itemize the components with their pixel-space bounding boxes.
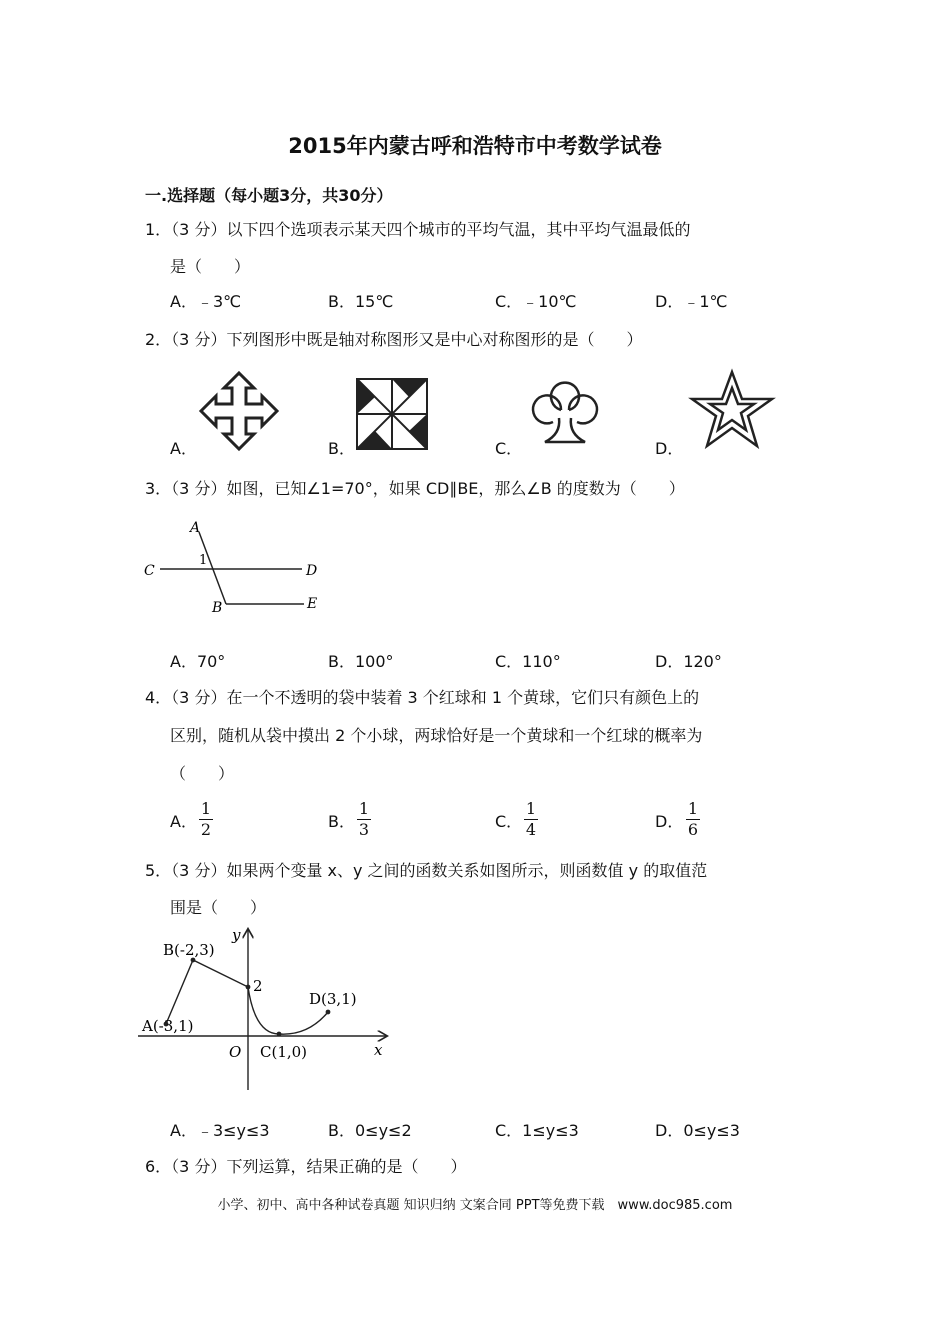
line-ab xyxy=(199,532,226,604)
y-axis-label: y xyxy=(232,926,241,944)
question-5-option-d: D．0≤y≤3 xyxy=(655,1121,740,1140)
label-angle-1: 1 xyxy=(199,553,208,568)
question-5-text-line-2: 围是（ ） xyxy=(170,898,267,917)
fraction-numerator: 1 xyxy=(358,799,370,818)
question-4-option-c-letter: C． xyxy=(495,812,523,831)
question-3-text-line-1: 3．（3 分）如图，已知∠1=70°，如果 CD∥BE，那么∠B 的度数为（ ） xyxy=(145,479,685,498)
question-4-option-c-fraction xyxy=(524,800,538,839)
question-3-option-d: D．120° xyxy=(655,652,722,671)
question-1-option-a: A．﹣3℃ xyxy=(170,292,242,311)
question-2-option-a: A． xyxy=(170,439,197,458)
point-a-label: A(-3,1) xyxy=(142,1017,194,1035)
question-3-option-a: A．70° xyxy=(170,652,226,671)
question-1-text-line-1: 1．（3 分）以下四个选项表示某天四个城市的平均气温，其中平均气温最低的 xyxy=(145,220,691,239)
question-4-option-b-fraction xyxy=(357,800,371,839)
label-a: A xyxy=(190,520,201,536)
fraction-numerator: 1 xyxy=(525,799,537,818)
section-heading: 一.选择题（每小题3分，共30分） xyxy=(145,186,393,205)
point-c-label: C(1,0) xyxy=(260,1043,308,1061)
label-c: C xyxy=(144,563,155,579)
question-5-option-c: C．1≤y≤3 xyxy=(495,1121,579,1140)
question-3-option-c: C．110° xyxy=(495,652,561,671)
fraction-numerator: 1 xyxy=(200,799,212,818)
question-5-text-line-1: 5．（3 分）如果两个变量 x、y 之间的函数关系如图所示，则函数值 y 的取值范 xyxy=(145,861,708,880)
question-5-function-graph xyxy=(138,924,398,1094)
question-5-option-b: B．0≤y≤2 xyxy=(328,1121,412,1140)
club-icon xyxy=(527,376,603,446)
question-4-text-line-1: 4．（3 分）在一个不透明的袋中装着 3 个红球和 1 个黄球，它们只有颜色上的 xyxy=(145,688,700,707)
page-footer: 小学、初中、高中各种试卷真题 知识归纳 文案合同 PPT等免费下载 www.doc985.com xyxy=(217,1198,733,1213)
question-3-figure xyxy=(140,512,330,617)
question-2-option-c: C． xyxy=(495,439,523,458)
page-title: 2015年内蒙古呼和浩特市中考数学试卷 xyxy=(288,134,662,158)
fraction-denominator: 2 xyxy=(200,820,212,839)
question-2-option-b: B． xyxy=(328,439,355,458)
point-d-label: D(3,1) xyxy=(309,990,357,1008)
four-arrow-cross-icon xyxy=(197,370,281,452)
question-4-option-a-fraction xyxy=(199,800,213,839)
question-2-text-line-1: 2．（3 分）下列图形中既是轴对称图形又是中心对称图形的是（ ） xyxy=(145,330,643,349)
question-1-text-line-2: 是（ ） xyxy=(170,257,251,276)
question-4-option-b-letter: B． xyxy=(328,812,355,831)
pinwheel-icon xyxy=(355,377,429,451)
y-intercept-label: 2 xyxy=(253,977,263,995)
label-b: B xyxy=(212,600,223,616)
question-4-option-d-fraction xyxy=(686,800,700,839)
question-1-option-c: C．﹣10℃ xyxy=(495,292,577,311)
x-axis-label: x xyxy=(374,1041,383,1059)
question-4-option-d-letter: D． xyxy=(655,812,684,831)
segment-abbr xyxy=(166,960,248,1024)
fraction-denominator: 3 xyxy=(358,820,370,839)
question-1-option-b: B．15℃ xyxy=(328,292,394,311)
question-4-text-line-3: （ ） xyxy=(170,764,235,783)
point-b-label: B(-2,3) xyxy=(163,941,215,959)
double-star-icon xyxy=(688,368,776,452)
fraction-denominator: 4 xyxy=(525,820,537,839)
question-4-text-line-2: 区别，随机从袋中摸出 2 个小球，两球恰好是一个黄球和一个红球的概率为 xyxy=(170,726,703,745)
question-3-option-b: B．100° xyxy=(328,652,394,671)
origin-label: O xyxy=(229,1043,242,1061)
fraction-numerator: 1 xyxy=(687,799,699,818)
fraction-denominator: 6 xyxy=(687,820,699,839)
question-1-option-d: D．﹣1℃ xyxy=(655,292,728,311)
question-5-option-a: A．﹣3≤y≤3 xyxy=(170,1121,270,1140)
label-d: D xyxy=(306,563,318,579)
label-e: E xyxy=(307,596,318,612)
question-2-option-d: D． xyxy=(655,439,684,458)
question-4-option-a-letter: A． xyxy=(170,812,197,831)
question-6-text-line-1: 6．（3 分）下列运算，结果正确的是（ ） xyxy=(145,1157,467,1176)
